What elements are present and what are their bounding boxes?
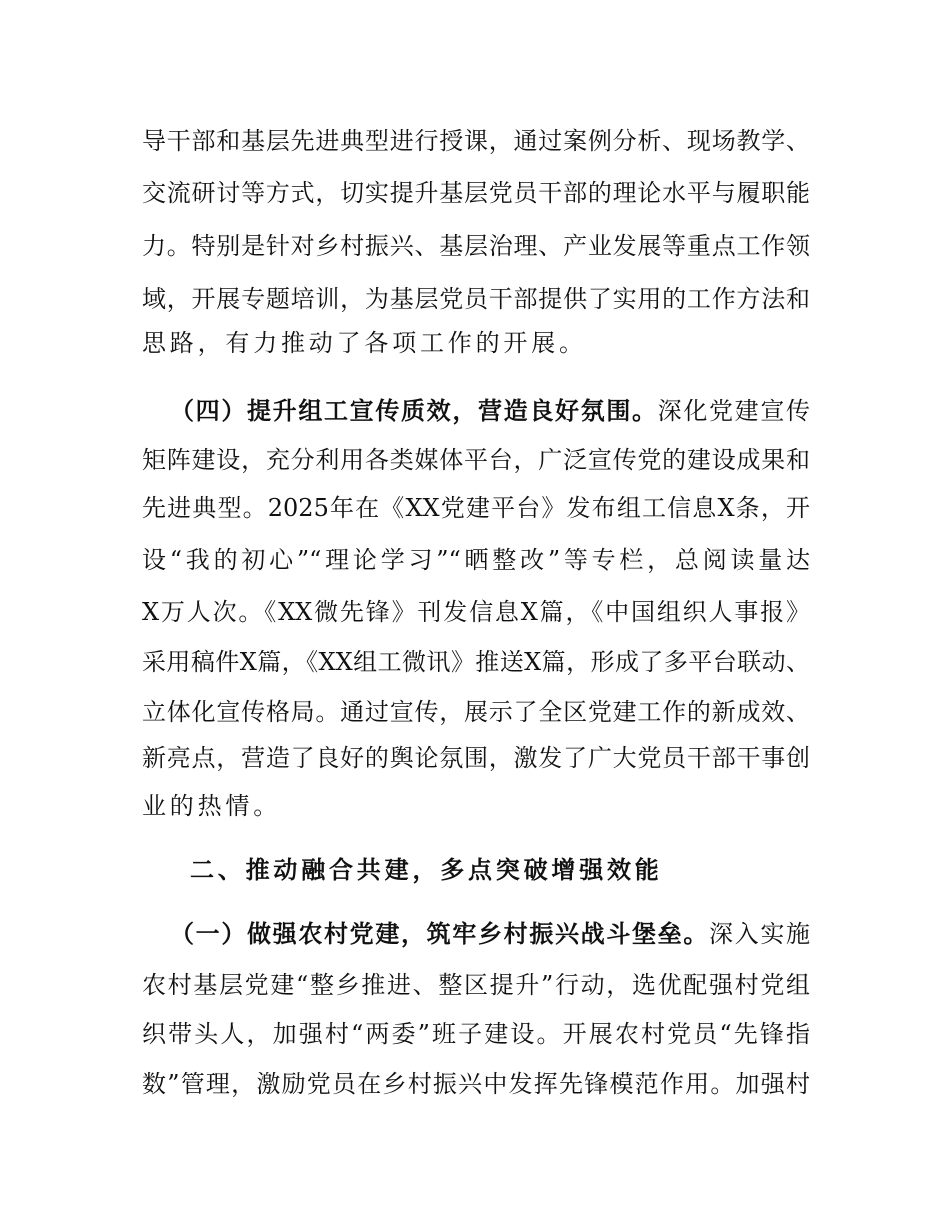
paragraph-lead-bold: （一）做强农村党建，筑牢乡村振兴战斗堡垒。 (170, 920, 709, 948)
line-text: 力。特别是针对乡村振兴、基层治理、产业发展等重点工作领 (142, 232, 810, 260)
paragraph-line (142, 327, 810, 359)
paragraph-line (142, 1068, 810, 1100)
paragraph-line (142, 696, 810, 728)
paragraph-line (142, 177, 810, 209)
line-text: 深化党建宣传 (657, 397, 811, 425)
paragraph-line (142, 1018, 810, 1050)
paragraph-line (142, 596, 810, 628)
line-text: 采用稿件X篇，《XX组工微讯》推送X篇，形成了多平台联动、 (142, 648, 810, 676)
line-text: 交流研讨等方式，切实提升基层党员干部的理论水平与履职能 (142, 179, 810, 207)
paragraph-lead-bold: （四）提升组工宣传质效，营造良好氛围。 (170, 397, 658, 425)
paragraph-line (142, 125, 810, 157)
paragraph-line (142, 283, 810, 315)
paragraph-line (142, 230, 810, 262)
paragraph-line (142, 544, 810, 576)
line-text: 域，开展专题培训，为基层党员干部提供了实用的工作方法和 (142, 285, 810, 313)
line-text: 二、推动融合共建，多点突破增强效能 (190, 856, 663, 884)
paragraph-line (142, 790, 810, 822)
paragraph-line (142, 646, 810, 678)
line-text: 深入实施 (709, 920, 810, 948)
line-text: 数”管理，激励党员在乡村振兴中发挥先锋模范作用。加强村 (142, 1070, 810, 1098)
line-text: 思路，有力推动了各项工作的开展。 (142, 329, 587, 357)
line-text: 业的热情。 (142, 792, 281, 820)
line-text: 矩阵建设，充分利用各类媒体平台，广泛宣传党的建设成果和 (142, 446, 810, 474)
line-text: X万人次。《XX微先锋》刊发信息X篇，《中国组织人事报》 (142, 598, 810, 626)
paragraph-line (142, 492, 810, 524)
paragraph-line (142, 444, 810, 476)
line-text: 新亮点，营造了良好的舆论氛围，激发了广大党员干部干事创 (142, 744, 810, 772)
line-text: 设“我的初心”“理论学习”“晒整改”等专栏，总阅读量达 (142, 546, 810, 574)
paragraph-line (142, 969, 810, 1001)
line-text: 先进典型。2025年在《XX党建平台》发布组工信息X条，开 (142, 494, 810, 522)
paragraph-line (142, 742, 810, 774)
paragraph-line (170, 395, 810, 427)
line-text: 织带头人，加强村“两委”班子建设。开展农村党员“先锋指 (142, 1020, 810, 1048)
paragraph-line (170, 918, 810, 950)
line-text: 农村基层党建“整乡推进、整区提升”行动，选优配强村党组 (142, 971, 810, 999)
section-heading (190, 854, 663, 886)
line-text: 导干部和基层先进典型进行授课，通过案例分析、现场教学、 (142, 127, 810, 155)
line-text: 立体化宣传格局。通过宣传，展示了全区党建工作的新成效、 (142, 698, 810, 726)
